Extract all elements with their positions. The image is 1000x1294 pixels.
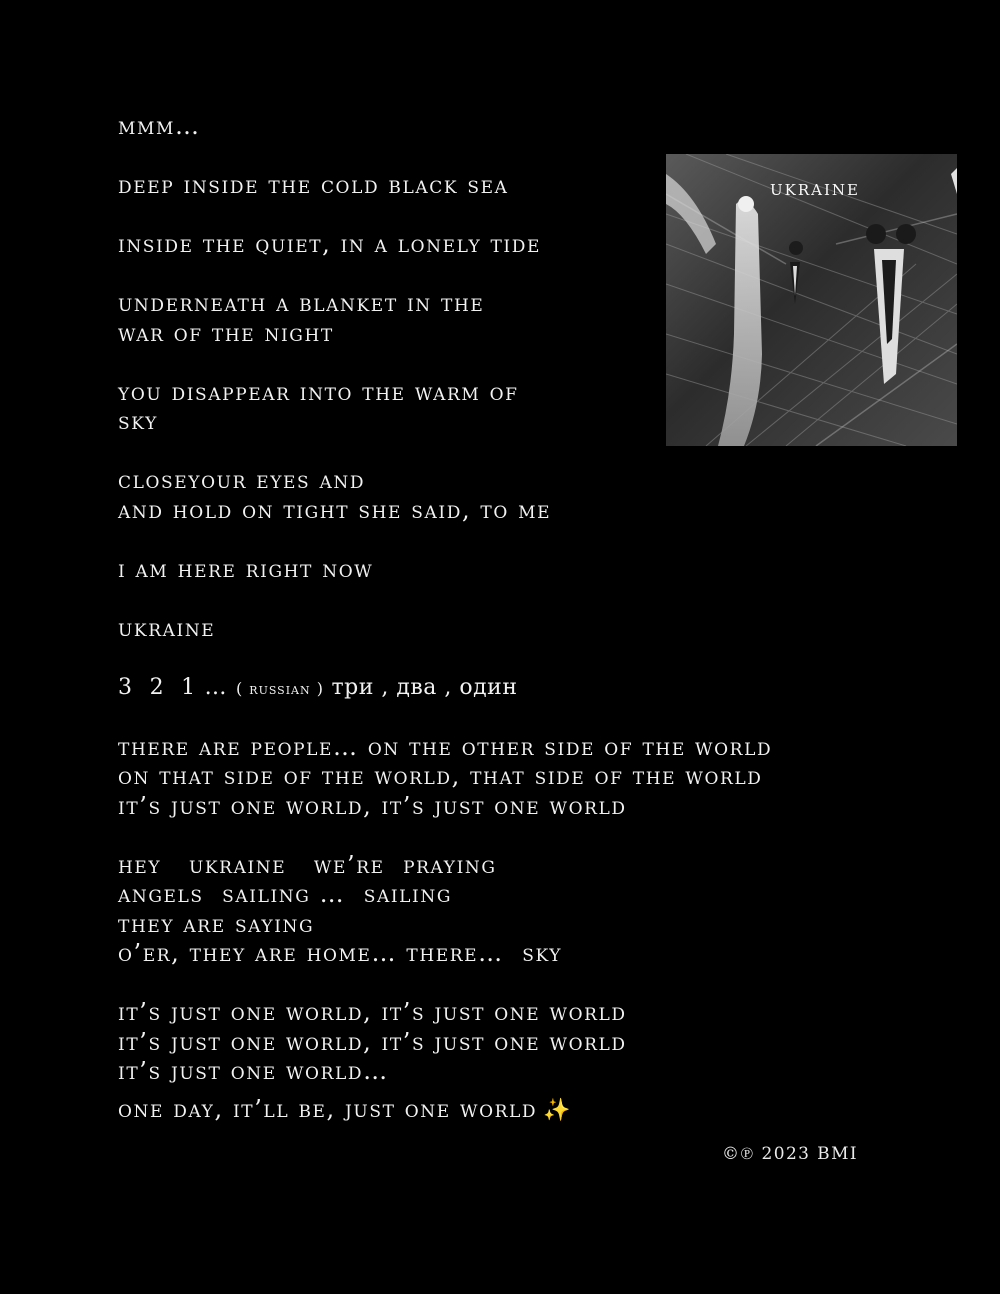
lyric-line: hey ukraine we’re praying (118, 850, 497, 879)
lyric-line: war of the night (118, 318, 334, 347)
final-lyric-text: one day, it’ll be, just one world (118, 1094, 538, 1123)
stanza-gap (118, 643, 878, 673)
lyric-line: inside the quiet, in a lonely tide (118, 230, 541, 258)
countdown-cyrillic: три , два , один (323, 674, 518, 700)
countdown-line (118, 673, 878, 704)
lyric-line: it’s just one world, it’s just one world (118, 791, 627, 820)
lyric-line: angels sailing … sailing (118, 880, 453, 908)
lyric-line: it’s just one world, it’s just one world (118, 1027, 627, 1056)
cover-title: ukraine (770, 176, 860, 200)
lyric-line: ukraine (118, 613, 216, 642)
lyric-line: underneath a blanket in the (118, 289, 485, 317)
lyric-line: mmm… (118, 112, 201, 140)
countdown-language-note: ( russian ) (235, 678, 324, 698)
stanza-gap (118, 1087, 878, 1095)
lyric-line: you disappear into the warm of (118, 377, 519, 406)
lyric-line: sky (118, 407, 158, 435)
copyright-notice: ©℗ 2023 BMI (722, 1144, 859, 1164)
lyric-line: it’s just one world… (118, 1057, 389, 1085)
sparkles-icon: ✨ (543, 1097, 571, 1123)
lyric-line: it’s just one world, it’s just one world (118, 998, 627, 1026)
lyric-line-final (118, 1095, 878, 1126)
lyric-line: and hold on tight she said, to me (118, 495, 552, 524)
stanza-gap (118, 969, 878, 999)
lyric-line: i am here right now (118, 554, 374, 583)
lyric-line: on that side of the world, that side of the world (118, 762, 763, 790)
lyric-line: there are people… on the other side of the world (118, 732, 773, 761)
stanza-gap (118, 703, 878, 733)
album-cover-image (666, 154, 957, 446)
countdown-numbers: 3 2 1 … (118, 674, 236, 700)
lyric-line: they are saying (118, 909, 315, 938)
lyric-line: o’er, they are home… there… sky (118, 939, 563, 967)
lyric-line: closeyour eyes and (118, 466, 366, 494)
stanza-gap (118, 584, 878, 614)
lyric-line: deep inside the cold black sea (118, 171, 509, 199)
stanza-gap (118, 821, 878, 851)
stanza-gap (118, 525, 878, 555)
